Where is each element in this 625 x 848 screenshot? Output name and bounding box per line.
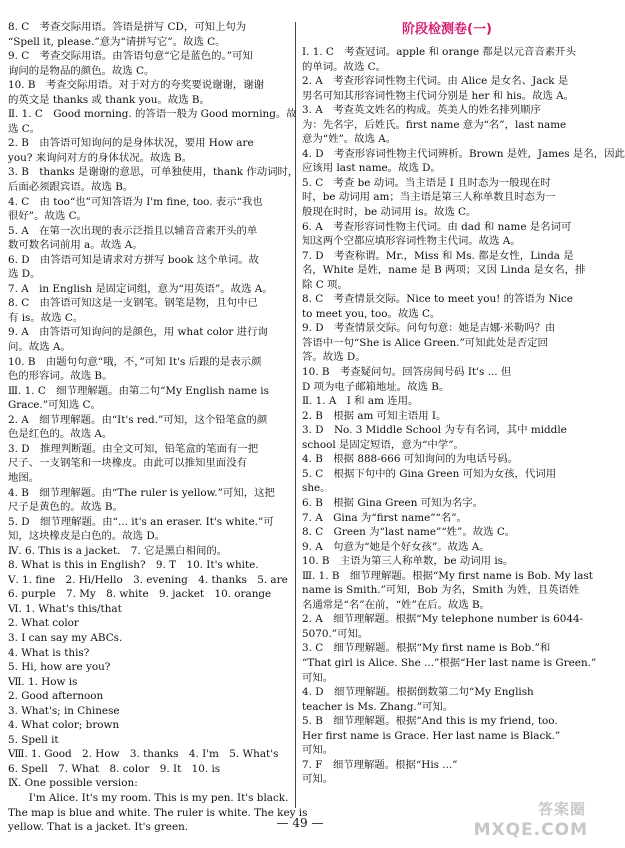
text-line: 可知。 [302, 744, 334, 757]
text-line: 2. B 由答语可知询问的是身体状况，要用 How are [8, 137, 254, 150]
page-number: — 49 — [276, 816, 324, 830]
watermark-bottom-text: MXQE.COM [473, 820, 588, 840]
text-line: 意为“姓”。故选 A。 [302, 133, 397, 146]
text-line: 选 D。 [8, 268, 41, 281]
text-line: 5. A 在第一次出现的表示泛指且以辅音音素开头的单 [8, 224, 258, 237]
text-line: 选 C。 [8, 122, 41, 135]
text-line: 名，White 是姓，name 是 B 两项；又因 Linda 是女名，排 [302, 264, 586, 277]
text-line: 询问的是物品的颜色。故选 C。 [8, 64, 155, 77]
text-line: 4. C 由 too“也”可知答语为 I'm fine, too. 表示“我也 [8, 195, 263, 208]
text-line: 尺子、一支钢笔和一块橡皮。由此可以推知里面没有 [8, 457, 247, 470]
text-line: Ⅱ. 1. C Good morning. 的答语一般为 Good morning。故 [8, 108, 297, 121]
text-line: 5. C 根据下句中的 Gina Green 可知为女孩，代词用 [302, 467, 557, 480]
text-line: Grace.”可知选 C。 [8, 399, 101, 412]
text-line: 5070.”可知。 [302, 627, 369, 640]
text-line: The map is blue and white. The ruler is white. The key is [8, 806, 308, 819]
text-line: 有 is。故选 C。 [8, 311, 84, 324]
text-line: 5. Hi, how are you? [8, 661, 111, 674]
right-column-lines [302, 45, 625, 787]
text-line: I'm Alice. It's my room. This is my pen. It's black. [8, 791, 289, 804]
text-line: teacher is Ms. Zhang.”可知。 [302, 700, 454, 713]
text-line: 7. F 细节理解题。根据“His ...” [302, 758, 458, 771]
text-line: 地图。 [8, 471, 40, 484]
text-line: 6. D 由答语可知是请求对方拼写 book 这个单词。故 [8, 253, 260, 266]
text-line: 2. A 细节理解题。由“It's red.”可知，这个铅笔盒的颜 [8, 413, 268, 426]
text-line: Ⅳ. 6. This is a jacket. 7. 它是黑白相间的。 [8, 544, 228, 557]
text-line: 9. A 句意为“她是个好女孩”。故选 A。 [302, 540, 490, 553]
text-line: 应该用 last name。故选 D。 [302, 162, 441, 175]
text-line: “That girl is Alice. She ...”根据“Her last name is Green.” [302, 656, 597, 669]
text-line: 为：先名字，后姓氏。first name 意为“名”，last name [302, 118, 567, 131]
text-line: school 是固定短语，意为“中学”。 [302, 438, 464, 451]
text-line: 可知。 [302, 671, 334, 684]
text-line: 3. C 细节理解题。根据“My first name is Bob.”和 [302, 642, 551, 655]
text-line: 7. A in English 是固定词组，意为“用英语”。故选 A。 [8, 282, 273, 295]
text-line: 4. D 细节理解题。根据倒数第二句“My English [302, 686, 534, 699]
text-line: 8. C Green 为“last name”“姓”。故选 C。 [302, 526, 516, 539]
text-line: 2. Good afternoon [8, 690, 104, 703]
text-line: 的英文是 thanks 或 thank you。故选 B。 [8, 93, 210, 106]
watermark-logo [473, 798, 590, 842]
text-line: she。 [302, 482, 331, 495]
text-line: 5. D 细节理解题。由“... it's an eraser. It's white.”可 [8, 515, 274, 528]
text-line: 后面必须跟宾语。故选 B。 [8, 181, 134, 194]
text-line: 2. A 考查形容词性物主代词。由 Alice 是女名、Jack 是 [302, 75, 569, 88]
text-line: 2. What color [8, 617, 79, 630]
text-line: you? 来询问对方的身体状况。故选 B。 [8, 151, 193, 164]
text-line: 8. C 考查情景交际。Nice to meet you! 的答语为 Nice [302, 293, 573, 306]
text-line: 3. D 推理判断题。由全文可知，铅笔盒的笔面有一把 [8, 442, 259, 455]
section-title: 阶段检测卷(一) [402, 22, 492, 37]
text-line: 4. B 根据 888-666 可知询问的为电话号码。 [302, 453, 519, 466]
text-line: 10. B 由题句句意“哦，不，”可知 It's 后跟的是表示颜 [8, 355, 262, 368]
text-line: 尺子是黄色的。故选 B。 [8, 501, 123, 514]
text-line: 5. B 细节理解题。根据“And this is my friend, too. [302, 715, 558, 728]
text-line: to meet you, too。故选 C。 [302, 307, 441, 320]
text-line: 很好”。故选 C。 [8, 210, 87, 223]
text-line: 7. D 考查称谓。Mr.，Miss 和 Ms. 都是女性，Linda 是 [302, 249, 574, 262]
column-divider [295, 22, 296, 808]
text-line: 6. Spell 7. What 8. color 9. It 10. is [8, 762, 221, 775]
text-line: 可知。 [302, 773, 334, 786]
text-line: 3. What's; in Chinese [8, 704, 120, 717]
text-line: 5. Spell it [8, 733, 59, 746]
text-line: Ⅰ. 1. C 考查冠词。apple 和 orange 都是以元音音素开头 [302, 46, 576, 58]
text-line: 5. C 考查 be 动词。当主语是 I 且时态为一般现在时 [302, 176, 551, 189]
text-line: 时，be 动词用 am；当主语是第三人称单数且时态为一 [302, 191, 556, 204]
text-line: 3. I can say my ABCs. [8, 631, 123, 644]
text-line: 10. B 考查交际用语。对于对方的夸奖要说谢谢，谢谢 [8, 79, 265, 92]
text-line: 的单词。故选 C。 [302, 60, 386, 73]
text-line: 知，这块橡皮是白色的。故选 D。 [8, 530, 166, 543]
text-line: 9. D 考查情景交际。问句句意：她是吉娜·米勒吗？由 [302, 322, 556, 335]
text-line: yellow. That is a jacket. It's green. [8, 821, 189, 834]
text-line: Ⅲ. 1. C 细节理解题。由第二句“My English name is [8, 384, 269, 397]
text-line: 色的形容词。故选 B。 [8, 370, 113, 383]
text-line: 3. B thanks 是谢谢的意思，可单独使用，thank 作动词时， [8, 166, 299, 179]
text-line: 名通常是“名”在前，“姓”在后。故选 B。 [302, 598, 491, 611]
text-line: 除 C 项。 [302, 278, 348, 291]
text-line: 9. A 由答语可知询问的是颜色，用 what color 进行询 [8, 326, 268, 339]
text-line: 4. What is this? [8, 646, 90, 659]
text-line: 8. C 考查交际用语。答语是拼写 CD，可知上句为 [8, 21, 247, 33]
text-line: Ⅸ. One possible version: [8, 777, 138, 790]
text-line: 色是红色的。故选 A。 [8, 428, 113, 441]
text-line: 4. What color; brown [8, 719, 120, 732]
right-column [302, 20, 625, 787]
text-line: 10. B 主语为第三人称单数，be 动词用 is。 [302, 555, 514, 568]
text-line: name is Smith.”可知，Bob 为名，Smith 为姓，且英语姓 [302, 584, 580, 597]
text-line: 8. C 由答语可知这是一支钢笔。钢笔是物，且句中已 [8, 297, 258, 310]
text-line: 9. C 考查交际用语。由答语句意“它是蓝色的。”可知 [8, 50, 253, 63]
text-line: 7. A Gina 为“first name”“名”。 [302, 511, 467, 524]
text-line: Ⅵ. 1. What's this/that [8, 602, 122, 615]
text-line: 4. B 细节理解题。由“The ruler is yellow.”可知，这把 [8, 486, 275, 499]
text-line: 10. B 考查疑问句。回答房间号码 It's ... 但 [302, 366, 512, 379]
text-line: 答语中一句“She is Alice Green.”可知此处是否定回 [302, 336, 548, 349]
text-line: Ⅷ. 1. Good 2. How 3. thanks 4. I'm 5. What's [8, 748, 279, 761]
text-line: 4. D 考查形容词性物主代词辨析。Brown 是姓，James 是名，因此 [302, 147, 625, 160]
text-line: 6. purple 7. My 8. white 9. jacket 10. orange [8, 588, 272, 601]
text-line: “Spell it, please.”意为“请拼写它”。故选 C。 [8, 35, 226, 48]
text-line: 2. B 根据 am 可知主语用 I。 [302, 409, 447, 422]
text-line: D 项为电子邮箱地址。故选 B。 [302, 380, 450, 393]
text-line: Ⅱ. 1. A I 和 am 连用。 [302, 395, 419, 408]
text-line: Her first name is Grace. Her last name is Black.” [302, 729, 561, 742]
text-line: 6. A 考查形容词性物主代词。由 dad 和 name 是名词可 [302, 220, 572, 233]
text-line: 数可数名词前用 a。故选 A。 [8, 239, 143, 252]
text-line: 3. A 考查英文姓名的构成。英美人的姓名排列顺序 [302, 104, 541, 117]
text-line: Ⅶ. 1. How is [8, 675, 78, 688]
text-line: 8. What is this in English? 9. T 10. It's white. [8, 559, 259, 572]
text-line: 3. D No. 3 Middle School 为专有名词，其中 middle [302, 424, 567, 437]
text-line: 6. B 根据 Gina Green 可知为名字。 [302, 496, 484, 509]
text-line: 般现在时时，be 动词用 is。故选 C。 [302, 206, 477, 219]
text-line: Ⅲ. 1. B 细节理解题。根据“My first name is Bob. My last [302, 569, 593, 582]
text-line: 男名可知其形容词性物主代词分别是 her 和 his。故选 A。 [302, 89, 575, 102]
text-line: 知这两个空都应填形容词性物主代词。故选 A。 [302, 235, 521, 248]
text-line: 2. A 细节理解题。根据“My telephone number is 6044- [302, 613, 584, 626]
text-line: Ⅴ. 1. fine 2. Hi/Hello 3. evening 4. thanks 5. are [8, 573, 288, 586]
text-line: 问。故选 A。 [8, 341, 71, 354]
text-line: 答。故选 D。 [302, 351, 366, 364]
watermark-top-text: 答案圈 [537, 800, 586, 818]
